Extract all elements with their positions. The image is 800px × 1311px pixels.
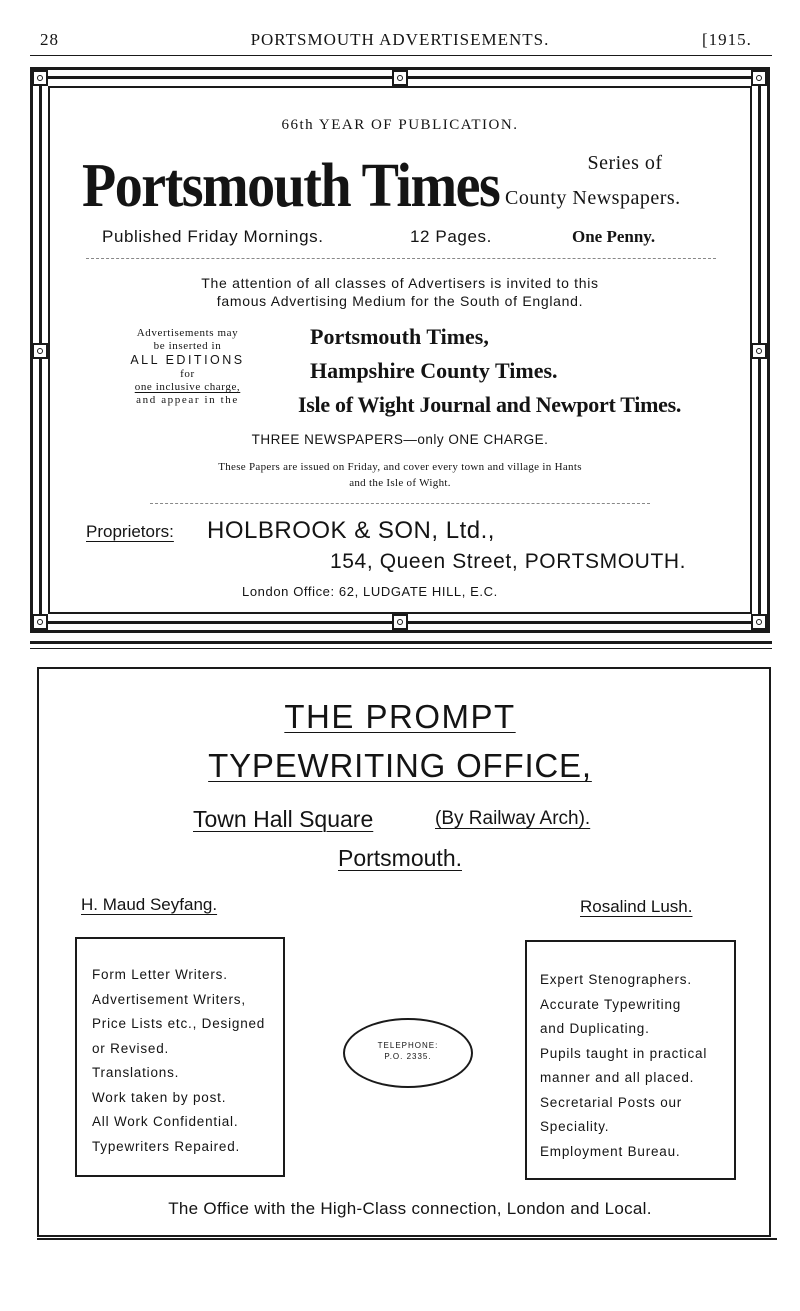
location-note: (By Railway Arch).: [435, 808, 591, 829]
corner-ornament-icon: [751, 614, 767, 630]
edge-ornament-icon: [751, 343, 767, 359]
telephone-block: [343, 1040, 473, 1062]
right-proprietor-name: Rosalind Lush.: [580, 897, 693, 916]
left-services-list: [92, 963, 283, 1159]
published-line: Published Friday Mornings.: [102, 227, 324, 246]
service-item: or Revised.: [92, 1040, 170, 1056]
service-item: Advertisement Writers,: [92, 991, 246, 1007]
service-item: Form Letter Writers.: [92, 967, 228, 982]
editions-note-line: be inserted in: [153, 340, 222, 352]
telephone-number: P.O. 2335.: [384, 1052, 432, 1061]
header-rule: [30, 55, 772, 56]
service-item: Employment Bureau.: [540, 1143, 681, 1159]
service-item: Typewriters Repaired.: [92, 1138, 241, 1154]
edge-ornament-icon: [32, 343, 48, 359]
service-item: Pupils taught in practical: [540, 1045, 708, 1061]
editions-note-line: one inclusive charge,: [134, 381, 241, 393]
service-item: Accurate Typewriting: [540, 996, 682, 1012]
page-year: [1915.: [702, 30, 752, 49]
issued-line-2: and the Isle of Wight.: [349, 477, 451, 489]
section-divider-thin: [30, 648, 772, 649]
dotted-divider: [86, 258, 716, 259]
service-item: Speciality.: [540, 1119, 610, 1134]
year-of-publication: 66th YEAR OF PUBLICATION.: [281, 117, 519, 133]
dotted-divider: [150, 503, 650, 504]
series-line-2: County Newspapers.: [505, 187, 681, 209]
page-title: PORTSMOUTH ADVERTISEMENTS.: [250, 30, 550, 49]
paper-hampshire-county-times: Hampshire County Times.: [310, 358, 558, 383]
telephone-label: TELEPHONE:: [377, 1041, 439, 1050]
corner-ornament-icon: [751, 70, 767, 86]
proprietors-name: HOLBROOK & SON, Ltd.,: [207, 517, 495, 544]
attention-line-2: famous Advertising Medium for the South of England.: [216, 293, 584, 309]
edge-ornament-icon: [392, 614, 408, 630]
editions-note-line: for: [180, 368, 195, 380]
editions-note-line: ALL EDITIONS: [130, 353, 245, 367]
london-office: London Office: 62, LUDGATE HILL, E.C.: [242, 584, 498, 599]
right-services-box: [525, 940, 736, 1180]
edge-ornament-icon: [392, 70, 408, 86]
tagline: The Office with the High-Class connection, London and Local.: [168, 1199, 652, 1218]
service-item: Price Lists etc., Designed: [92, 1016, 266, 1031]
three-newspapers-line: THREE NEWSPAPERS—only ONE CHARGE.: [251, 432, 549, 447]
editions-note: [110, 327, 265, 407]
section-divider: [30, 641, 772, 644]
service-item: Translations.: [92, 1065, 180, 1080]
service-item: All Work Confidential.: [92, 1114, 239, 1129]
attention-line-1: The attention of all classes of Advertisers is invited to this: [201, 275, 599, 291]
ad-title-line-2: TYPEWRITING OFFICE,: [208, 747, 592, 784]
masthead: Portsmouth Times: [82, 151, 500, 221]
proprietors-label: Proprietors:: [86, 522, 174, 541]
editions-note-line: Advertisements may: [136, 327, 239, 339]
bottom-rule: [37, 1238, 777, 1240]
ad-title-line-1: THE PROMPT: [284, 698, 516, 735]
price-line: One Penny.: [572, 227, 656, 246]
left-proprietor-name: H. Maud Seyfang.: [81, 895, 218, 914]
page-number: 28: [40, 30, 59, 49]
proprietors-address: 154, Queen Street, PORTSMOUTH.: [330, 550, 687, 573]
paper-isle-of-wight-journal: Isle of Wight Journal and Newport Times.: [298, 392, 682, 417]
corner-ornament-icon: [32, 614, 48, 630]
city: Portsmouth.: [338, 845, 462, 871]
paper-portsmouth-times: Portsmouth Times,: [310, 324, 489, 349]
corner-ornament-icon: [32, 70, 48, 86]
left-services-box: [75, 937, 285, 1177]
series-line-1: Series of: [587, 152, 663, 174]
service-item: and Duplicating.: [540, 1021, 650, 1036]
editions-note-line: and appear in the: [136, 394, 239, 406]
service-item: Work taken by post.: [92, 1089, 227, 1105]
issued-line-1: These Papers are issued on Friday, and cover every town and village in Hants: [218, 461, 582, 473]
service-item: manner and all placed.: [540, 1070, 695, 1085]
pages-line: 12 Pages.: [410, 227, 492, 246]
location: Town Hall Square: [193, 806, 374, 832]
service-item: Expert Stenographers.: [540, 972, 692, 987]
right-services-list: [540, 968, 734, 1164]
service-item: Secretarial Posts our: [540, 1094, 683, 1110]
